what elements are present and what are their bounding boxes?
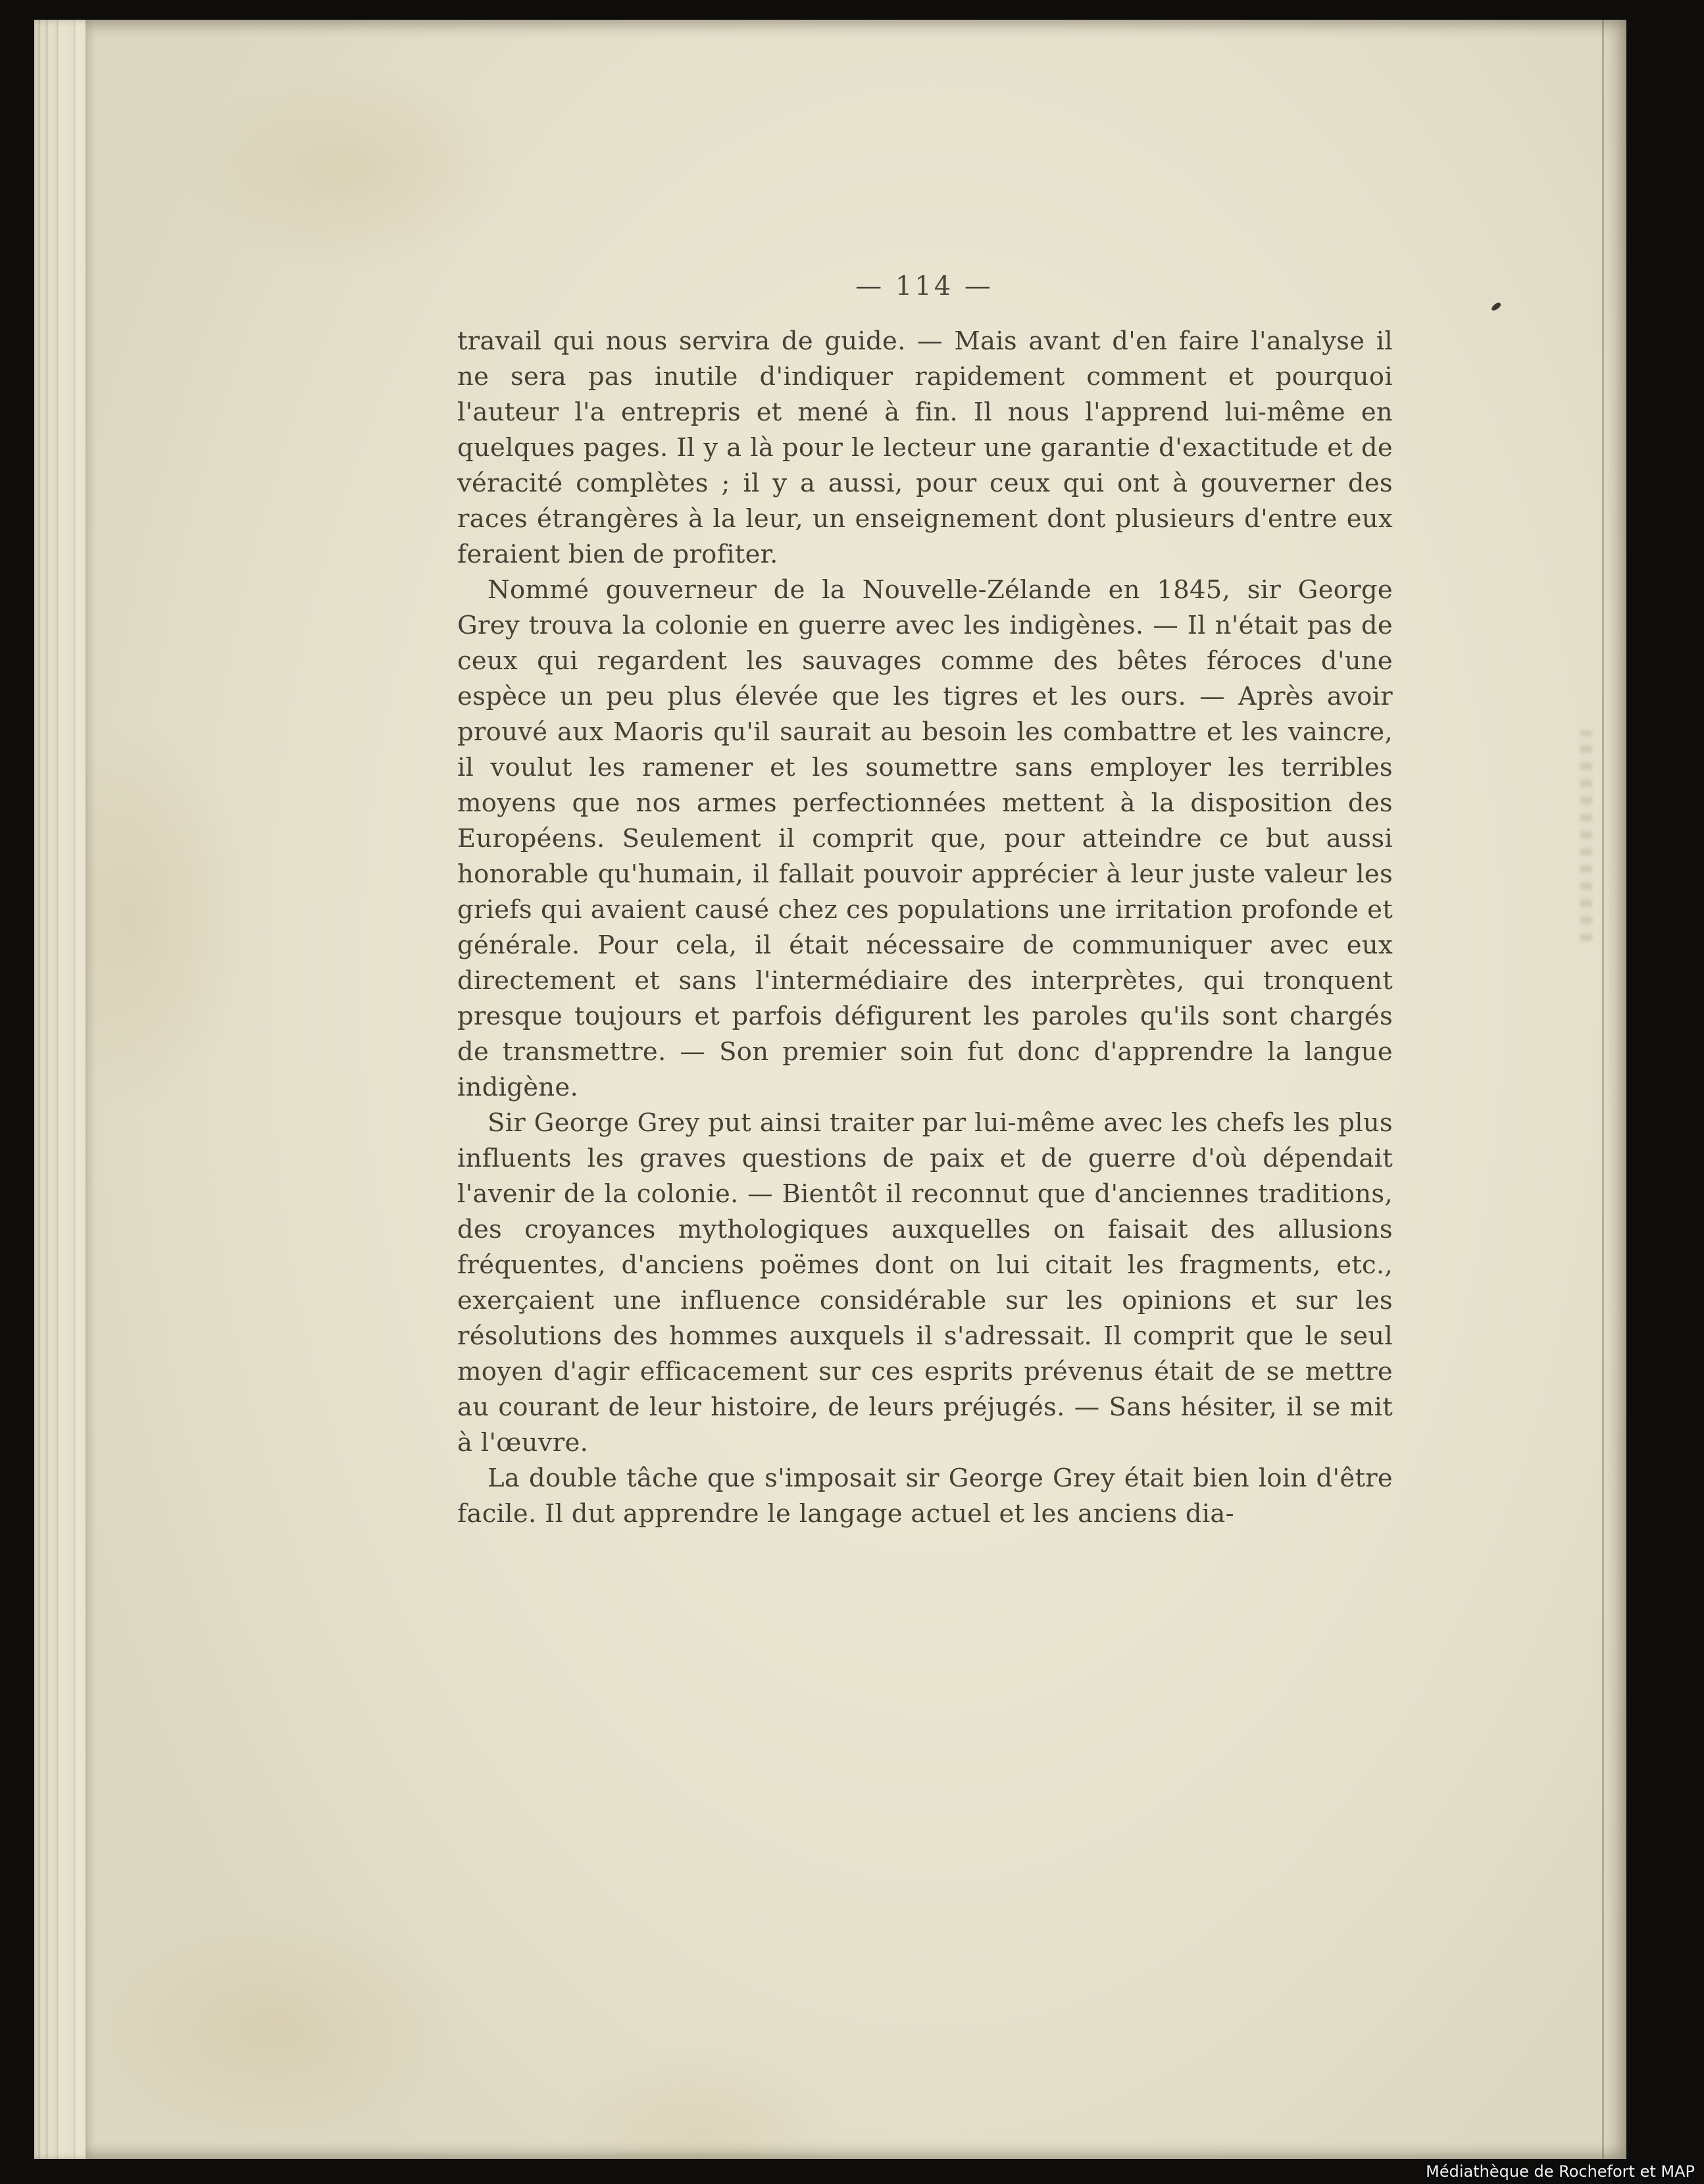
paper-page	[86, 20, 1626, 2159]
text-block	[457, 324, 1393, 1532]
page-number: — 114 —	[855, 271, 993, 301]
library-watermark: Médiathèque de Rochefort et MAP	[1426, 2162, 1695, 2181]
ink-mark	[1490, 301, 1502, 312]
paragraph-4: La double tâche que s'imposait sir George Grey était bien loin d'être facile. Il dut apprendre le langage actuel et les anciens dia-	[457, 1463, 1393, 1529]
bleed-through-marks	[1580, 730, 1592, 941]
paragraph-2: Nommé gouverneur de la Nouvelle-Zélande en 1845, sir George Grey trouva la colonie en guerre avec les indigènes. — Il n'était pas de ceux qui regardent les sauvages comme des bêtes féroces d'une espèce un peu plus élevée que les tigres et les ours. — Après avoir prouvé aux Maoris qu'il saurait au besoin les combattre et les vaincre, il voulut les ramener et les soumettre sans employer les terribles moyens que nos armes perfectionnées mettent à la disposition des Européens. Seulement il comprit que, pour atteindre ce but aussi honorable qu'humain, il fallait pouvoir apprécier à leur juste valeur les griefs qui avaient causé chez ces populations une irritation profonde et générale. Pour cela, il était nécessaire de communiquer avec eux directement et sans l'intermédiaire des interprètes, qui tronquent presque toujours et parfois défigurent les paroles qu'ils sont chargés de transmettre. — Son premier soin fut donc d'apprendre la langue indigène.	[457, 575, 1393, 1102]
paragraph-1: travail qui nous servira de guide. — Mais avant d'en faire l'analyse il ne sera pas inutile d'indiquer rapidement comment et pourquoi l'auteur l'a entrepris et mené à fin. Il nous l'apprend lui-même en quelques pages. Il y a là pour le lecteur une garantie d'exactitude et de véracité complètes ; il y a aussi, pour ceux qui ont à gouverner des races étrangères à la leur, un enseignement dont plusieurs d'entre eux feraient bien de profiter.	[457, 326, 1393, 569]
paragraph-3: Sir George Grey put ainsi traiter par lui-même avec les chefs les plus influents les graves questions de paix et de guerre d'où dépendait l'avenir de la colonie. — Bientôt il reconnut que d'anciennes traditions, des croyances mythologiques auxquelles on faisait des allusions fréquentes, d'anciens poëmes dont on lui citait les fragments, etc., exerçaient une influence considérable sur les opinions et sur les résolutions des hommes auxquels il s'adressait. Il comprit que le seul moyen d'agir efficacement sur ces esprits prévenus était de se mettre au courant de leur histoire, de leurs préjugés. — Sans hésiter, il se mit à l'œuvre.	[457, 1108, 1393, 1458]
